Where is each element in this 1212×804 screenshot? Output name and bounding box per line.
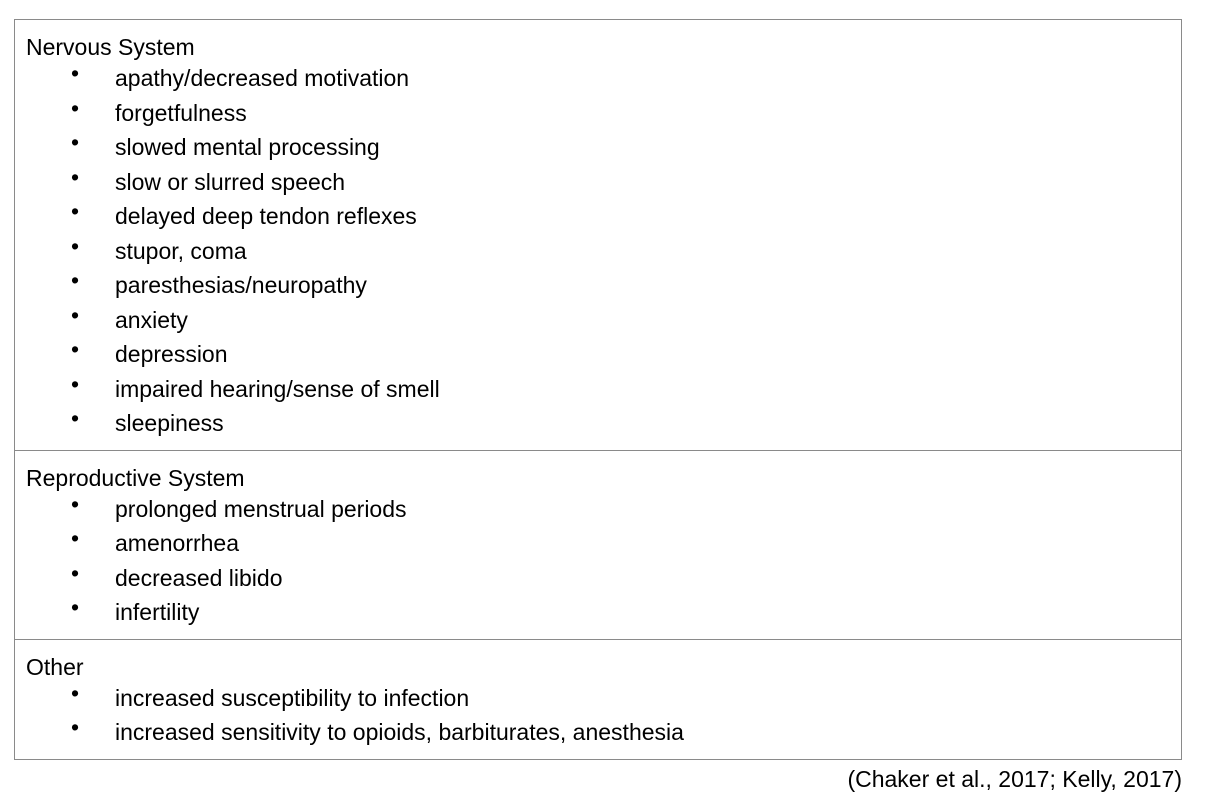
bullet-icon: • — [71, 301, 80, 328]
list-item-text: increased susceptibility to infection — [115, 684, 470, 711]
list-item-text: slowed mental processing — [115, 134, 380, 160]
list-item — [15, 61, 1181, 96]
citation: (Chaker et al., 2017; Kelly, 2017) — [847, 766, 1182, 792]
bullet-icon: • — [71, 559, 80, 586]
bullet-icon: • — [71, 198, 80, 224]
list-item-text: paresthesias/neuropathy — [115, 272, 367, 298]
bullet-icon: • — [71, 370, 80, 397]
section-other — [15, 639, 1181, 759]
list-item — [15, 526, 1181, 561]
bullet-icon: • — [71, 490, 80, 517]
list-item — [15, 406, 1181, 441]
bullet-icon: • — [71, 525, 80, 551]
list-item-text: decreased libido — [115, 564, 283, 591]
list-item-text: apathy/decreased motivation — [115, 65, 410, 91]
list-item-text: infertility — [115, 599, 200, 625]
list-item-text: increased sensitivity to opioids, barbiturates, anesthesia — [115, 719, 684, 745]
list-item — [15, 561, 1181, 596]
list-item — [15, 595, 1181, 630]
list-item-text: delayed deep tendon reflexes — [115, 203, 417, 229]
list-item — [15, 96, 1181, 131]
bullet-icon: • — [71, 232, 80, 259]
list-item-text: sleepiness — [115, 410, 224, 436]
symptoms-table — [14, 19, 1182, 760]
list-item-text: amenorrhea — [115, 530, 240, 556]
bullet-icon: • — [71, 129, 80, 155]
bullet-icon: • — [71, 336, 80, 362]
bullet-icon: • — [71, 405, 80, 431]
bullet-icon: • — [71, 594, 80, 620]
bullet-icon: • — [71, 679, 80, 706]
section-title: Nervous System — [26, 34, 195, 60]
list-item — [15, 130, 1181, 165]
list-item — [15, 492, 1181, 527]
section-title: Reproductive System — [26, 464, 245, 491]
list-item-text: impaired hearing/sense of smell — [115, 375, 440, 402]
symptom-list — [15, 61, 1181, 441]
list-item — [15, 681, 1181, 716]
list-item — [15, 268, 1181, 303]
list-item — [15, 715, 1181, 750]
list-item — [15, 199, 1181, 234]
bullet-icon: • — [71, 60, 80, 86]
list-item — [15, 303, 1181, 338]
symptom-list — [15, 681, 1181, 750]
list-item — [15, 165, 1181, 200]
list-item-text: depression — [115, 341, 228, 367]
list-item-text: stupor, coma — [115, 237, 247, 264]
bullet-icon: • — [71, 163, 80, 190]
list-item-text: forgetfulness — [115, 99, 247, 126]
list-item — [15, 234, 1181, 269]
list-item — [15, 372, 1181, 407]
list-item-text: anxiety — [115, 306, 188, 333]
section-reproductive-system — [15, 450, 1181, 639]
list-item-text: slow or slurred speech — [115, 168, 346, 195]
symptom-list — [15, 492, 1181, 630]
section-nervous-system — [15, 20, 1181, 450]
list-item-text: prolonged menstrual periods — [115, 495, 407, 522]
list-item — [15, 337, 1181, 372]
section-title: Other — [26, 653, 84, 680]
bullet-icon: • — [71, 714, 80, 740]
bullet-icon: • — [71, 94, 80, 121]
bullet-icon: • — [71, 267, 80, 293]
